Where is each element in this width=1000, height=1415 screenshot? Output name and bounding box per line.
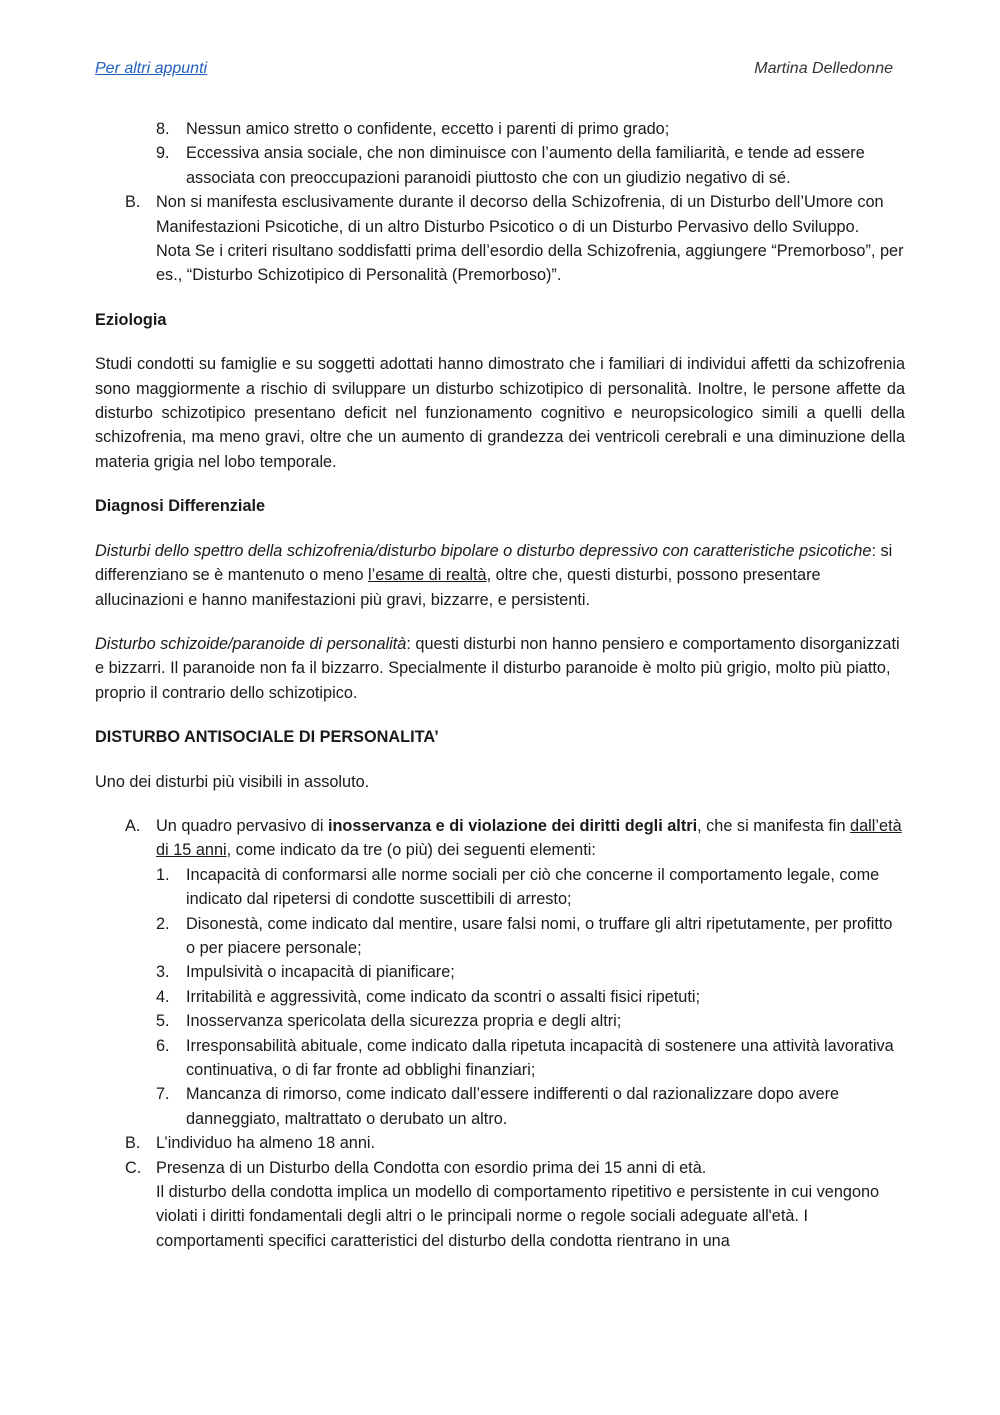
underlined-term: dall’età di 15 anni [156, 816, 902, 860]
diagnosi-paragraph-2 [95, 632, 905, 705]
eziologia-paragraph: Studi condotti su famiglie e su soggetti adottati hanno dimostrato che i familiari di individui affetti da schizofrenia sono maggiormente a rischio di sviluppare un disturbo schizotipico di personalità. Inoltre, le persone affette da disturbo schizotipico presentano deficit nel funzionamento cognitivo e neuropsicologico simili a quelli della schizofrenia, ma meno gravi, oltre che un aumento di grandezza dei ventricoli cerebrali e una diminuzione della materia grigia nel lobo temporale. [95, 355, 905, 471]
paragraph-text: , oltre che, questi disturbi, possono presentare allucinazioni e hanno manifestazioni più gravi, bizzarre, e persistenti. [95, 566, 821, 609]
list-marker: C. [125, 1158, 142, 1177]
list-marker: 9. [156, 144, 170, 163]
list-item [95, 863, 905, 912]
section-heading-antisociale: DISTURBO ANTISOCIALE DI PERSONALITA’ [95, 728, 439, 747]
list-item [95, 1034, 905, 1083]
criterion-note: Nota Se i criteri risultano soddisfatti prima dell’esordio della Schizofrenia, aggiungere “Premorboso”, per es., “Disturbo Schizotipico di Personalità (Premorboso)”. [156, 242, 904, 285]
list-marker: B. [125, 193, 141, 212]
page-header [95, 60, 893, 84]
list-marker: 1. [156, 865, 170, 884]
criteria-list [95, 863, 905, 1131]
list-marker: B. [125, 1134, 141, 1153]
criterion-text: Presenza di un Disturbo della Condotta con esordio prima dei 15 anni di età. [156, 1158, 707, 1177]
list-marker: 4. [156, 987, 170, 1006]
paragraph-text: : questi disturbi non hanno pensiero e comportamento disorganizzati e bizzarri. Il paranoide non fa il bizzarro. Specialmente il disturbo paranoide è molto più grigio, molto più piatto, proprio il contrario dello schizotipico. [95, 634, 900, 702]
list-marker: 3. [156, 963, 170, 982]
list-marker: 5. [156, 1012, 170, 1031]
bold-term: inosservanza e di violazione dei diritti degli altri [327, 816, 698, 835]
underlined-term: l’esame di realtà [368, 566, 487, 585]
list-item [95, 985, 905, 1009]
antisociale-intro: Uno dei disturbi più visibili in assoluto. [95, 772, 370, 791]
criterion-a [95, 814, 905, 863]
list-marker: 7. [156, 1085, 170, 1104]
list-item [95, 1082, 905, 1131]
criterion-b [95, 190, 905, 239]
list-item-text: Irresponsabilità abituale, come indicato dalla ripetuta incapacità di sostenere una attività lavorativa continuativa, o di far fronte ad obblighi finanziari; [186, 1036, 894, 1079]
list-item-text: Incapacità di conformarsi alle norme sociali per ciò che concerne il comportamento legale, come indicato dal ripetersi di condotte suscettibili di arresto; [186, 865, 880, 909]
list-item-text: Disonestà, come indicato dal mentire, usare falsi nomi, o truffare gli altri ripetutamente, per profitto o per piacere personale; [186, 914, 893, 957]
list-item-text: Irritabilità e aggressività, come indicato da scontri o assalti fisici ripetuti; [186, 987, 700, 1006]
list-marker: 2. [156, 914, 170, 933]
italic-term: Disturbo schizoide/paranoide di personalità [95, 634, 407, 653]
list-item [95, 1009, 905, 1033]
criterion-text: L’individuo ha almeno 18 anni. [156, 1134, 376, 1153]
list-item-text: Mancanza di rimorso, come indicato dall’essere indifferenti o dal razionalizzare dopo avere danneggiato, maltrattato o derubato un altro. [186, 1085, 840, 1128]
criterion-b [95, 1131, 905, 1155]
section-heading-eziologia: Eziologia [95, 310, 167, 329]
other-notes-link[interactable]: Per altri appunti [95, 60, 208, 77]
paragraph-text: : si differenziano se è mantenuto o meno [95, 541, 893, 585]
criterion-text: , come indicato da tre (o più) dei seguenti elementi: [226, 841, 596, 860]
list-marker: A. [125, 816, 141, 835]
criterion-c [95, 1156, 905, 1180]
criterion-text: Un quadro pervasivo di [156, 816, 328, 835]
list-item-text: Nessun amico stretto o confidente, eccetto i parenti di primo grado; [186, 120, 670, 138]
list-marker: 6. [156, 1036, 170, 1055]
list-item [95, 912, 905, 961]
diagnosi-paragraph-1 [95, 539, 905, 612]
author-name: Martina Delledonne [754, 60, 893, 77]
list-item [95, 141, 905, 190]
list-marker: 8. [156, 120, 170, 138]
list-item [95, 117, 905, 141]
criterion-text: , che si manifesta fin [697, 816, 851, 835]
criterion-text: Non si manifesta esclusivamente durante il decorso della Schizofrenia, di un Disturbo dell’Umore con Manifestazioni Psicotiche, di un altro Disturbo Psicotico o di un Disturbo Pervasivo dello Sviluppo. [156, 193, 884, 236]
list-item-text: Inosservanza spericolata della sicurezza propria e degli altri; [186, 1012, 622, 1031]
list-item-text: Eccessiva ansia sociale, che non diminuisce con l’aumento della familiarità, e tende ad essere associata con preoccupazioni paranoidi piuttosto che con un giudizio negativo di sé. [186, 144, 865, 187]
list-item-text: Impulsività o incapacità di pianificare; [186, 963, 455, 982]
italic-term: Disturbi dello spettro della schizofrenia/disturbo bipolare o disturbo depressivo con caratteristiche psicotiche [95, 541, 872, 560]
document-body [95, 117, 905, 1253]
list-item [95, 960, 905, 984]
section-heading-diagnosi: Diagnosi Differenziale [95, 497, 266, 516]
criterion-note: Il disturbo della condotta implica un modello di comportamento ripetitivo e persistente in cui vengono violati i diritti fondamentali degli altri o le principali norme o regole sociali adeguate all'età. I comportamenti specifici caratteristici del disturbo della condotta rientrano in una [156, 1183, 880, 1250]
